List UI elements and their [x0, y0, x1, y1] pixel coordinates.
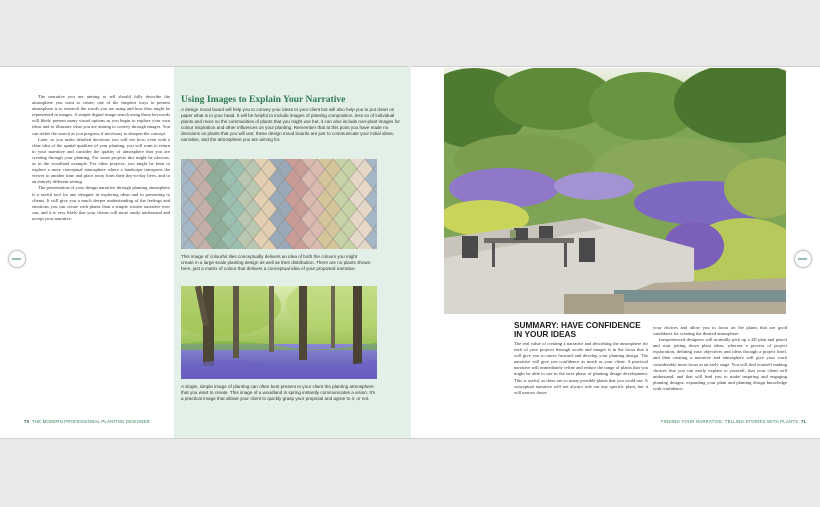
running-title: FINDING YOUR NARRATIVE: TELLING STORIES WITH PLANTS: [661, 419, 799, 424]
running-title: THE MODERN PROFESSIONAL PLANTING DESIGNER: [31, 419, 150, 424]
summary-column-1: [514, 341, 648, 396]
arrow-left-icon: [12, 258, 21, 260]
woodland-illustration: [181, 286, 377, 379]
body-paragraph: Later, as you make detailed decisions you will see how, even with a clear idea of the spatial qualities of your planting, you will want to return to your narrative and consider the quality of atmosphere that you are creating through your planting. For some projects this might be obvious, as in the woodland example. For other projects, you might be keen to explore a more conceptual atmosphere where a landscape transports the viewer to another time and place away from their day-to-day lives, and to an entirely different setting.: [32, 136, 170, 185]
summary-paragraph: Inexperienced designers will normally pick up a 2D plan and pencil and start jotting down plant ideas, whereas a process of project exploration, defining your objectives and ideas through a project brief, and then creating a narrative and atmosphere will give your work considerably more focus at an early stage. You will find yourself making choices that you can easily explain to yourself, that your client will understand, and that will lead you to make inspiring and engaging planting designs, expanding your plant and planting design knowledge with confidence.: [653, 337, 787, 391]
summary-paragraph: The real value of creating a narrative and describing the atmosphere for each of your projects through words and images is in the focus that it will give you to move forward and develop your planting design. The narrative will give you confidence as much as your client. A practical narrative will immediately refine and reduce the range of plants that you might be able to use in the next phase of planting design development. This is useful, as there are so many possible plants that you could use. A conceptual narrative will not always rule out any specific plant, but it will narrow down: [514, 341, 648, 395]
colourful-tiles-image: [181, 159, 377, 249]
summary-column-2: [653, 325, 787, 392]
arrow-right-icon: [798, 258, 807, 260]
garden-terrace-photo: [444, 68, 786, 314]
tiles-illustration: [181, 159, 377, 249]
page-number: 70: [24, 419, 30, 424]
left-page-body: [32, 94, 170, 222]
right-page-footer: [661, 419, 806, 424]
previous-page-button[interactable]: [8, 250, 26, 268]
woodland-caption: A single, simple image of planting can often best present to your client the planting atmosphere that you want to create. This image of a woodland in spring instantly communicates a vision. It's a practical image that allows your client to quickly grasp your proposal and agree to it, or not.: [181, 384, 376, 401]
tiles-caption: This image of colourful tiles conceptually delivers an idea of both the colours you might create in a large-scale planting design as well as their distribution. There are no plants shown here, just a matrix of colour that delivers a conceptual idea of your proposed narrative.: [181, 254, 371, 271]
garden-illustration: [444, 68, 786, 314]
next-page-button[interactable]: [794, 250, 812, 268]
left-page-footer: [24, 419, 150, 424]
spread-bottom-edge: [0, 438, 820, 439]
page-number: 71: [800, 419, 807, 424]
bluebell-woodland-image: [181, 286, 377, 379]
body-paragraph: The narrative you are aiming to tell should fully describe the atmosphere you want to create; one of the simplest ways to present atmosphere is to research the words you are using and how they might be represented in images. A simple digital image search using those keywords will likely present many visual options as you begin to explore your own ideas and to illustrate what you are aiming to convey through images. You can refine the search as you progress if necessary to sharpen the concept.: [32, 94, 170, 136]
body-paragraph: The presentation of your design narrative through planting atmosphere is a useful tool for any designer in exploring ideas and in presenting to clients. It will give you a much deeper understanding of the feelings and emotions you can create with plants than a simple written narrative ever can, and it is very likely that your clients will more easily understand and accept your narrative.: [32, 185, 170, 221]
summary-title: SUMMARY: HAVE CONFIDENCE IN YOUR IDEAS: [514, 320, 641, 339]
sidebar-title: Using Images to Explain Your Narrative: [181, 94, 346, 105]
summary-paragraph: your choices and allow you to focus on the plants that are good candidates for creating the desired atmosphere.: [653, 325, 787, 337]
sidebar-intro: A design mood board will help you to convey your ideas to your client but will also help you to put down on paper what is in your head. It will be helpful to include images of planting composition, less so of individual plants and more so the communities of plants that you might use but, it can also include non-plant images for colour inspiration and other influences on your planting. Remember that at this point you have made no decisions on plants that you will use; these design mood boards are just to communicate your initial ideas, narrative, and the atmosphere you are aiming for.: [181, 107, 400, 142]
